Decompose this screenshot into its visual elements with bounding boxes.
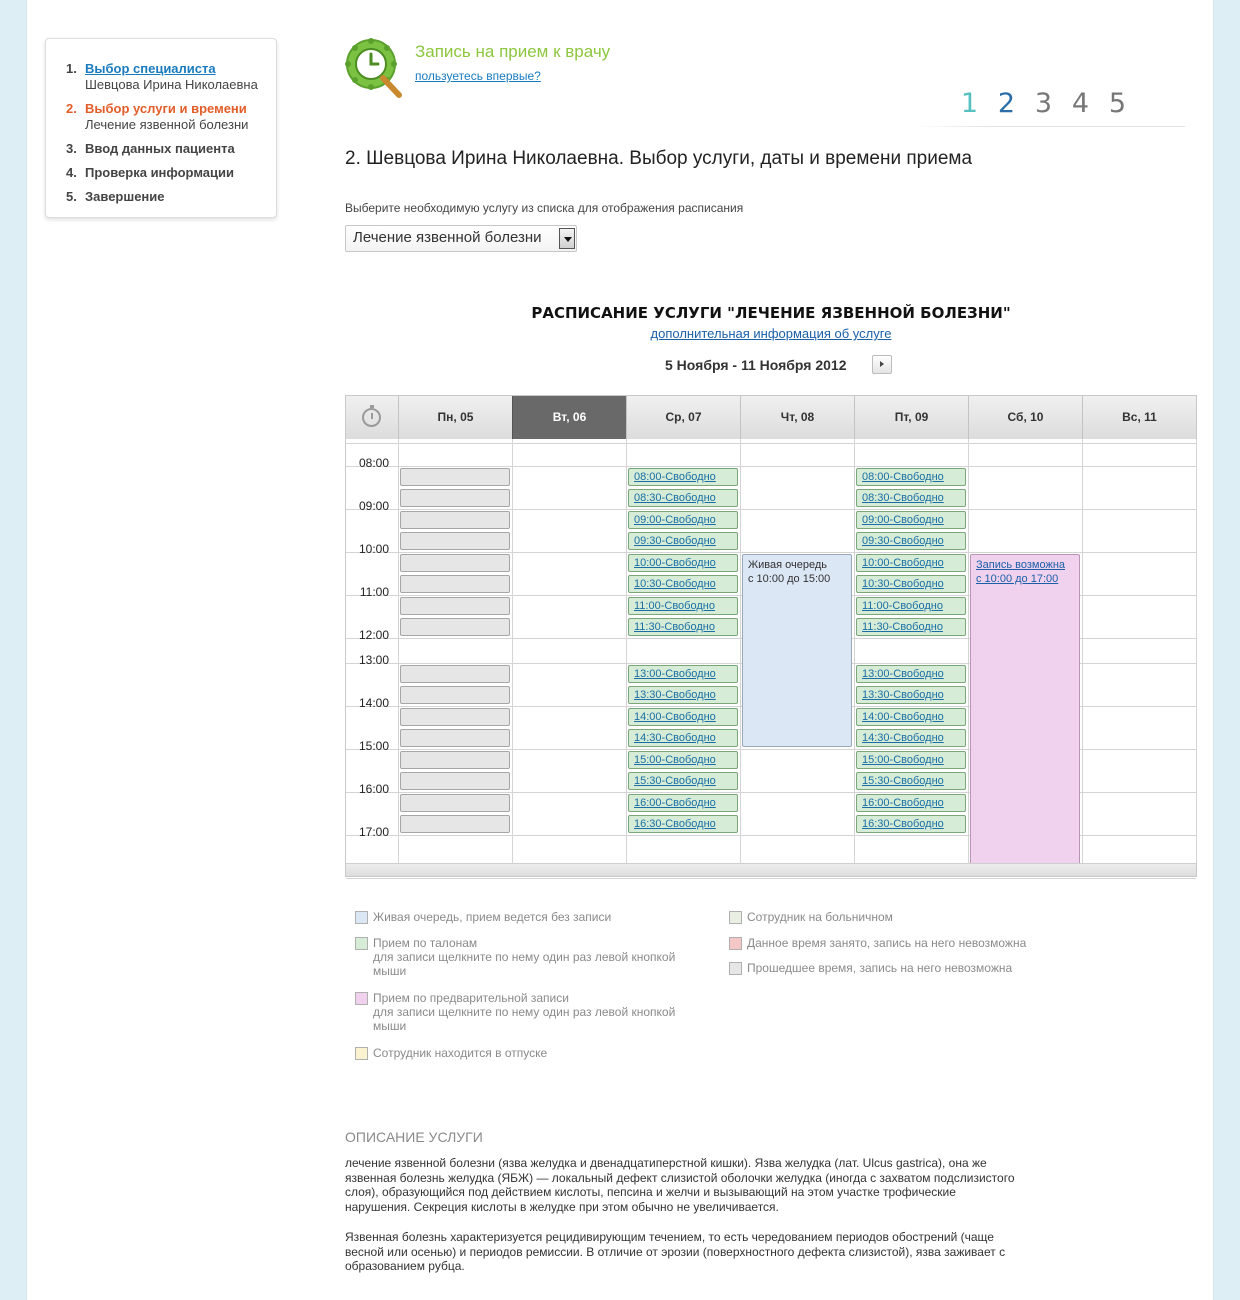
free-slot[interactable]: 08:30-Свободно bbox=[856, 489, 966, 507]
description-title: ОПИСАНИЕ УСЛУГИ bbox=[345, 1129, 483, 1145]
pager-step-1: 1 bbox=[960, 88, 979, 119]
legend-text: Прием по предварительной записи bbox=[373, 991, 569, 1005]
past-slot bbox=[400, 794, 510, 812]
free-slot[interactable]: 09:30-Свободно bbox=[628, 532, 738, 550]
wizard-step-2 bbox=[66, 101, 276, 133]
description-paragraph-2: Язвенная болезнь характеризуется рецидивирующим течением, то есть чередованием периодов обострений (чаще весной или осенью) и периодов ремиссии. В отличие от эрозии (поверхностного дефекта слизистой), язва заживает с образованием рубца. bbox=[345, 1230, 1006, 1273]
past-slot bbox=[400, 772, 510, 790]
booking-block[interactable] bbox=[970, 554, 1080, 876]
free-slot[interactable]: 13:30-Свободно bbox=[856, 686, 966, 704]
step-label: Завершение bbox=[85, 189, 165, 204]
row-divider bbox=[346, 552, 1196, 553]
free-slot[interactable]: 16:30-Свободно bbox=[628, 815, 738, 833]
step-number: 1. bbox=[66, 61, 77, 76]
step-number: 3. bbox=[66, 141, 77, 156]
column-divider bbox=[398, 439, 399, 863]
wizard-steps bbox=[45, 38, 277, 218]
past-slot bbox=[400, 532, 510, 550]
free-slot[interactable]: 16:30-Свободно bbox=[856, 815, 966, 833]
step-number: 2. bbox=[66, 101, 77, 116]
legend-item bbox=[729, 910, 1069, 924]
legend-subtext: для записи щелкните по нему один раз левой кнопкой мыши bbox=[373, 1005, 676, 1033]
past-slot bbox=[400, 597, 510, 615]
legend-text: Живая очередь, прием ведется без записи bbox=[373, 910, 612, 924]
time-label: 11:00 bbox=[359, 585, 389, 599]
free-slot[interactable]: 10:30-Свободно bbox=[628, 575, 738, 593]
row-divider bbox=[346, 878, 1196, 879]
page bbox=[26, 0, 1214, 1300]
day-header-0: Пн, 05 bbox=[398, 396, 512, 439]
past-slot bbox=[400, 489, 510, 507]
free-slot[interactable]: 14:30-Свободно bbox=[628, 729, 738, 747]
block-line-1: Живая очередь bbox=[748, 559, 828, 571]
legend-swatch bbox=[355, 911, 368, 924]
app-title: Запись на прием к врачу bbox=[415, 42, 611, 61]
service-select-value: Лечение язвенной болезни bbox=[353, 229, 542, 246]
legend-text: Данное время занято, запись на него невозможна bbox=[747, 936, 1027, 950]
free-slot[interactable]: 15:00-Свободно bbox=[628, 751, 738, 769]
legend-item bbox=[355, 910, 695, 924]
legend-item bbox=[729, 961, 1069, 975]
past-slot bbox=[400, 618, 510, 636]
past-slot bbox=[400, 554, 510, 572]
service-info-link[interactable]: дополнительная информация об услуге bbox=[650, 326, 892, 341]
free-slot[interactable]: 09:30-Свободно bbox=[856, 532, 966, 550]
legend-swatch bbox=[729, 937, 742, 950]
column-divider bbox=[1082, 439, 1083, 863]
wizard-step-5 bbox=[66, 189, 276, 205]
legend-swatch bbox=[355, 992, 368, 1005]
row-divider bbox=[346, 509, 1196, 510]
past-slot bbox=[400, 468, 510, 486]
step-subtitle: Шевцова Ирина Николаевна bbox=[85, 77, 258, 92]
column-divider bbox=[740, 439, 741, 863]
step-label: Ввод данных пациента bbox=[85, 141, 235, 156]
calendar-footer bbox=[346, 863, 1196, 876]
page-heading: 2. Шевцова Ирина Николаевна. Выбор услуги, даты и времени приема bbox=[345, 148, 973, 169]
column-divider bbox=[854, 439, 855, 863]
live-queue-block bbox=[742, 554, 852, 747]
past-slot bbox=[400, 686, 510, 704]
time-label: 10:00 bbox=[358, 542, 389, 556]
free-slot[interactable]: 11:00-Свободно bbox=[628, 597, 738, 615]
pager-step-3: 3 bbox=[1034, 88, 1053, 119]
service-select[interactable] bbox=[345, 225, 577, 252]
time-label: 08:00 bbox=[358, 456, 389, 470]
legend-item bbox=[355, 991, 695, 1033]
date-range: 5 Ноября - 11 Ноября 2012 bbox=[665, 357, 847, 373]
time-label: 15:00 bbox=[358, 739, 389, 753]
free-slot[interactable]: 08:30-Свободно bbox=[628, 489, 738, 507]
free-slot[interactable]: 08:00-Свободно bbox=[628, 468, 738, 486]
legend-item bbox=[729, 936, 1069, 950]
past-slot bbox=[400, 575, 510, 593]
block-line-2: с 10:00 до 17:00 bbox=[976, 573, 1059, 585]
pager-divider bbox=[913, 126, 1185, 127]
day-header-3: Чт, 08 bbox=[740, 396, 854, 439]
schedule-calendar bbox=[345, 395, 1197, 877]
day-header-4: Пт, 09 bbox=[854, 396, 968, 439]
description-paragraph-1: лечение язвенной болезни (язва желудка и двенадцатиперстной кишки). Язва желудка (лат. Ulcus gastrica), она же язвенная болезнь желудка (ЯБЖ) — локальный дефект слизистой оболочки желудка (иногда с захватом подслизистого слоя), образующийся под действием кислоты, пепсина и желчи и вызывающий на этом участке трофические нарушения. Секреция кислоты в желудке при этом обычно не увеличивается. bbox=[345, 1156, 1015, 1214]
past-slot bbox=[400, 751, 510, 769]
column-divider bbox=[512, 439, 513, 863]
legend-text: Сотрудник на больничном bbox=[747, 910, 893, 924]
time-label: 16:00 bbox=[358, 782, 389, 796]
past-slot bbox=[400, 815, 510, 833]
legend-subtext: для записи щелкните по нему один раз левой кнопкой мыши bbox=[373, 950, 676, 978]
step-label: Проверка информации bbox=[85, 165, 234, 180]
free-slot[interactable]: 10:30-Свободно bbox=[856, 575, 966, 593]
free-slot[interactable]: 11:30-Свободно bbox=[856, 618, 966, 636]
time-label: 14:00 bbox=[358, 696, 389, 710]
free-slot[interactable]: 08:00-Свободно bbox=[856, 468, 966, 486]
wizard-step-4 bbox=[66, 165, 276, 181]
clock-magnifier-icon bbox=[345, 38, 403, 100]
free-slot[interactable]: 13:30-Свободно bbox=[628, 686, 738, 704]
column-divider bbox=[968, 439, 969, 863]
free-slot[interactable]: 16:00-Свободно bbox=[628, 794, 738, 812]
past-slot bbox=[400, 665, 510, 683]
time-label: 09:00 bbox=[358, 499, 389, 513]
free-slot[interactable]: 09:00-Свободно bbox=[856, 511, 966, 529]
free-slot[interactable]: 15:30-Свободно bbox=[856, 772, 966, 790]
calendar-header bbox=[346, 396, 1196, 439]
free-slot[interactable]: 13:00-Свободно bbox=[856, 665, 966, 683]
day-header-2: Ср, 07 bbox=[626, 396, 740, 439]
pager-step-4: 4 bbox=[1071, 88, 1090, 119]
step-number: 4. bbox=[66, 165, 77, 180]
free-slot[interactable]: 13:00-Свободно bbox=[628, 665, 738, 683]
column-divider bbox=[1196, 439, 1197, 863]
past-slot bbox=[400, 708, 510, 726]
legend-item bbox=[355, 1046, 695, 1060]
row-divider bbox=[346, 466, 1196, 467]
pager-step-2: 2 bbox=[997, 88, 1016, 119]
free-slot[interactable]: 15:00-Свободно bbox=[856, 751, 966, 769]
free-slot[interactable]: 10:00-Свободно bbox=[856, 554, 966, 572]
schedule-title: РАСПИСАНИЕ УСЛУГИ "ЛЕЧЕНИЕ ЯЗВЕННОЙ БОЛЕЗНИ" bbox=[531, 304, 1011, 322]
free-slot[interactable]: 14:00-Свободно bbox=[856, 708, 966, 726]
column-divider bbox=[626, 439, 627, 863]
legend-swatch bbox=[729, 962, 742, 975]
legend-swatch bbox=[729, 911, 742, 924]
service-select-hint: Выберите необходимую услугу из списка для отображения расписания bbox=[345, 201, 744, 215]
free-slot[interactable]: 09:00-Свободно bbox=[628, 511, 738, 529]
pager-step-5: 5 bbox=[1108, 88, 1127, 119]
step-subtitle: Лечение язвенной болезни bbox=[85, 117, 249, 132]
first-time-link[interactable]: пользуетесь впервые? bbox=[415, 69, 541, 83]
step-number: 5. bbox=[66, 189, 77, 204]
next-week-button[interactable] bbox=[872, 355, 892, 374]
legend-swatch bbox=[355, 1047, 368, 1060]
legend-text: Сотрудник находится в отпуске bbox=[373, 1046, 548, 1060]
free-slot[interactable]: 10:00-Свободно bbox=[628, 554, 738, 572]
time-label: 17:00 bbox=[358, 825, 389, 839]
legend-text: Прием по талонам bbox=[373, 936, 478, 950]
step-label: Выбор услуги и времени bbox=[85, 101, 247, 116]
free-slot[interactable]: 11:00-Свободно bbox=[856, 597, 966, 615]
wizard-step-3 bbox=[66, 141, 276, 157]
day-header-1: Вт, 06 bbox=[512, 396, 626, 439]
row-divider bbox=[346, 443, 1196, 444]
day-header-5: Сб, 10 bbox=[968, 396, 1082, 439]
legend-swatch bbox=[355, 937, 368, 950]
past-slot bbox=[400, 511, 510, 529]
step-label[interactable]: Выбор специалиста bbox=[85, 61, 216, 76]
step-pager bbox=[951, 88, 1136, 119]
free-slot[interactable]: 15:30-Свободно bbox=[628, 772, 738, 790]
free-slot[interactable]: 14:00-Свободно bbox=[628, 708, 738, 726]
past-slot bbox=[400, 729, 510, 747]
legend-item bbox=[355, 936, 695, 978]
time-label: 12:00 bbox=[358, 628, 389, 642]
stopwatch-icon bbox=[346, 396, 398, 439]
free-slot[interactable]: 14:30-Свободно bbox=[856, 729, 966, 747]
legend-text: Прошедшее время, запись на него невозможна bbox=[747, 961, 1013, 975]
free-slot[interactable]: 16:00-Свободно bbox=[856, 794, 966, 812]
day-header-6: Вс, 11 bbox=[1082, 396, 1196, 439]
wizard-step-1[interactable] bbox=[66, 61, 276, 93]
block-line-2: с 10:00 до 15:00 bbox=[748, 573, 831, 585]
free-slot[interactable]: 11:30-Свободно bbox=[628, 618, 738, 636]
block-line-1: Запись возможна bbox=[976, 559, 1066, 571]
chevron-down-icon[interactable] bbox=[559, 228, 575, 249]
time-label: 13:00 bbox=[358, 653, 389, 667]
